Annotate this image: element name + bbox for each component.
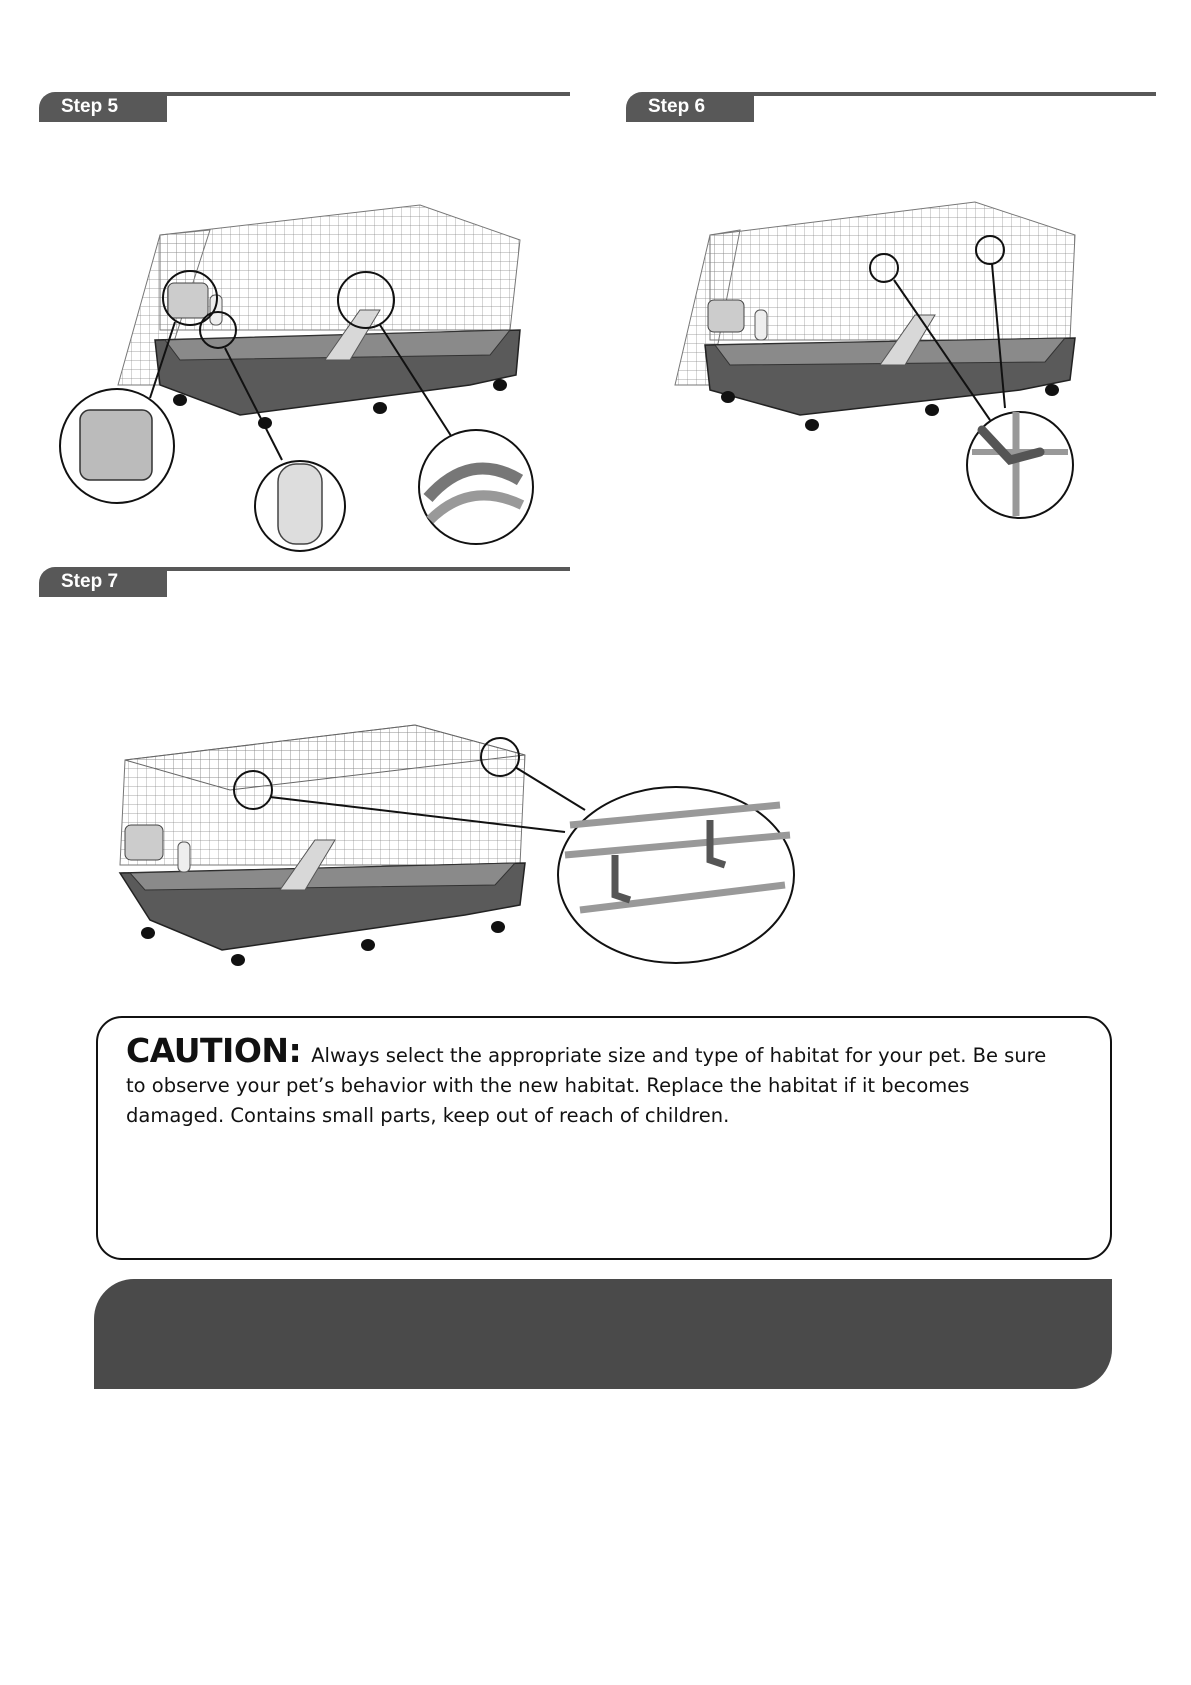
- step-5-rule: [167, 92, 570, 96]
- step-6-label: Step 6: [648, 96, 706, 117]
- step-5-tab: [39, 92, 167, 122]
- step-6-tab: [626, 92, 754, 122]
- caution-text: Always select the appropriate size and type of habitat for your pet. Be sure to observe your pet’s behavior with the new habitat. Replace the habitat if it becomes damaged. Contains small parts, keep out of reach of children.: [126, 1044, 1047, 1127]
- step-5-label: Step 5: [61, 96, 119, 117]
- step-7-tab: [39, 567, 167, 597]
- footer-band: [94, 1279, 1112, 1389]
- caution-box: [96, 1016, 1112, 1260]
- step-5-header: [39, 88, 570, 122]
- caution-label: CAUTION:: [126, 1031, 302, 1070]
- step-7-header: [39, 563, 570, 597]
- step-6-cage-illustration: [660, 190, 1100, 520]
- step-6-rule: [754, 92, 1156, 96]
- step-7-label: Step 7: [61, 571, 119, 592]
- step-6-header: [626, 88, 1156, 122]
- step-5-cage-illustration: [50, 180, 550, 555]
- caution-paragraph: [126, 1031, 1070, 1131]
- step-7-rule: [167, 567, 570, 571]
- step-7-cage-illustration: [110, 705, 810, 975]
